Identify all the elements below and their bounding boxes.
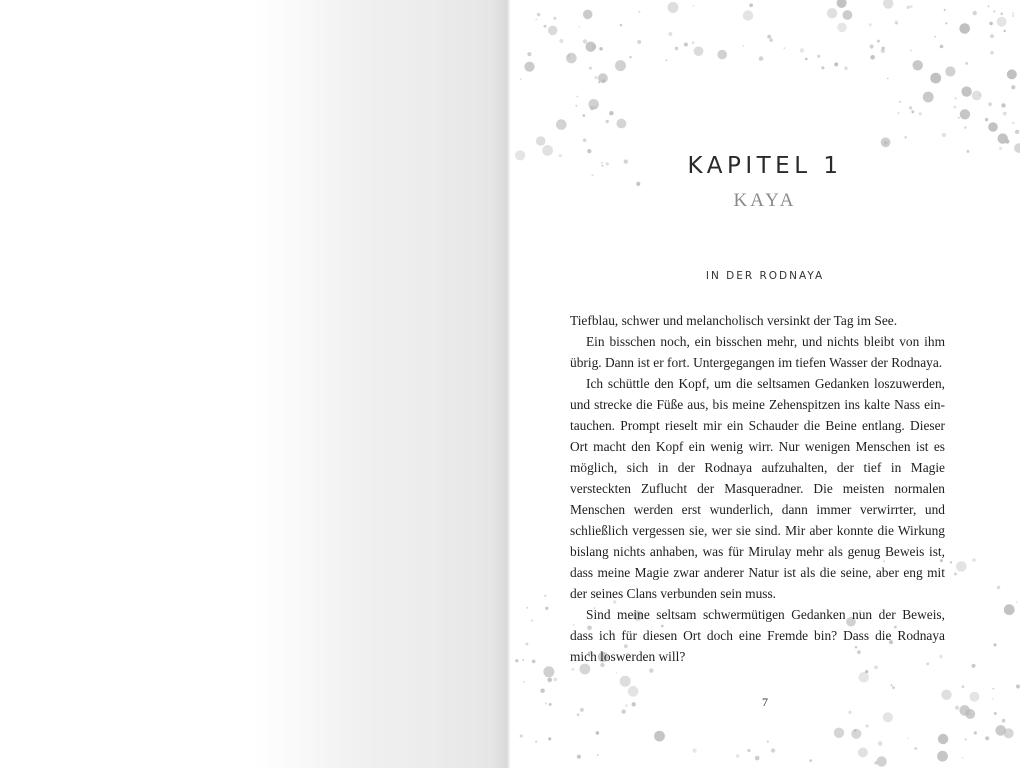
ink-dot	[959, 23, 970, 34]
ink-dot	[972, 91, 982, 101]
ink-dot	[636, 182, 640, 186]
ink-dot	[892, 686, 895, 689]
ink-dot	[887, 78, 889, 80]
ink-dot	[1012, 15, 1014, 17]
ink-dot	[575, 105, 577, 107]
ink-dot	[869, 23, 872, 26]
ink-dot	[961, 86, 971, 96]
right-page	[510, 0, 1020, 768]
ink-dot	[594, 76, 597, 79]
ink-dot	[1005, 139, 1009, 143]
ink-dot	[559, 39, 563, 43]
ink-dot	[620, 24, 623, 27]
ink-dot	[972, 558, 976, 562]
ink-dot	[897, 112, 899, 114]
ink-dot	[571, 668, 574, 671]
ink-dot	[1004, 728, 1014, 738]
ink-dot	[771, 748, 775, 752]
ink-dot	[945, 66, 955, 76]
ink-dot	[556, 119, 567, 130]
ink-dot	[965, 62, 968, 65]
ink-dot	[942, 133, 946, 137]
paragraph-1: Tiefblau, schwer und melancholisch versinkt der Tag im See.	[570, 313, 898, 328]
ink-dot	[865, 670, 868, 673]
chapter-title: KAPITEL 1	[687, 153, 843, 179]
ink-dot	[547, 678, 552, 683]
ink-dot	[973, 11, 977, 15]
ink-dot	[544, 25, 547, 28]
ink-dot	[583, 10, 593, 20]
ink-dot	[747, 749, 750, 752]
ink-dot	[938, 734, 948, 744]
ink-dot	[964, 126, 967, 129]
page-number: 7	[762, 695, 768, 709]
ink-dot	[919, 112, 922, 115]
ink-dot	[878, 741, 883, 746]
ink-dot	[629, 56, 631, 58]
ink-dot	[895, 23, 897, 25]
ink-dot	[1003, 112, 1007, 116]
ink-dot	[962, 685, 965, 688]
ink-dot	[992, 688, 994, 690]
ink-dot	[527, 52, 531, 56]
ink-dot	[988, 102, 992, 106]
ink-dot	[675, 47, 679, 51]
ink-dot	[553, 678, 557, 682]
ink-dot	[759, 56, 764, 61]
ink-dot	[583, 114, 586, 117]
left-page-blank	[0, 0, 508, 768]
ink-dot	[666, 60, 668, 62]
ink-dot	[971, 664, 975, 668]
ink-dot	[638, 11, 640, 13]
ink-dot	[940, 45, 944, 49]
ink-dot	[965, 709, 975, 719]
ink-dot	[531, 619, 534, 622]
ink-dot	[809, 759, 812, 762]
ink-dot	[583, 39, 587, 43]
ink-dot	[548, 737, 551, 740]
ink-dot	[566, 53, 577, 64]
ink-dot	[877, 40, 880, 43]
chapter-body-text	[570, 310, 945, 667]
ink-dot	[858, 748, 868, 758]
ink-dot	[876, 756, 886, 766]
ink-dot	[960, 109, 970, 119]
ink-dot	[515, 659, 518, 662]
ink-dot	[543, 666, 554, 677]
ink-dot	[1002, 719, 1006, 723]
ink-dot	[962, 757, 964, 759]
ink-dot	[843, 10, 853, 20]
ink-dot	[577, 713, 580, 716]
ink-dot	[548, 26, 558, 36]
ink-dot	[1004, 30, 1006, 32]
ink-dot	[907, 6, 910, 9]
ink-dot	[874, 761, 877, 764]
ink-dot	[606, 120, 609, 123]
ink-dot	[907, 737, 909, 739]
ink-dot	[694, 46, 704, 56]
ink-dot	[1007, 69, 1017, 79]
ink-dot	[602, 79, 605, 82]
ink-dot	[954, 106, 957, 109]
ink-dot	[1004, 604, 1015, 615]
ink-dot	[599, 47, 602, 50]
ink-dot	[620, 676, 631, 687]
ink-dot	[944, 9, 946, 11]
ink-dot	[954, 573, 957, 576]
ink-dot	[536, 136, 546, 146]
ink-dot	[1011, 85, 1015, 89]
ink-dot	[1012, 13, 1014, 15]
ink-dot	[950, 561, 952, 563]
ink-dot	[997, 586, 1000, 589]
ink-dot	[837, 23, 847, 33]
ink-dot	[994, 643, 997, 646]
ink-dot	[525, 643, 528, 646]
ink-dot	[854, 729, 857, 732]
ink-dot	[535, 18, 537, 20]
ink-dot	[544, 595, 546, 597]
ink-dot	[904, 136, 907, 139]
ink-dot	[583, 138, 587, 142]
ink-dot	[956, 561, 967, 572]
ink-dot	[520, 734, 523, 737]
ink-dot	[937, 751, 948, 762]
ink-dot	[743, 10, 753, 20]
ink-dot	[993, 10, 996, 13]
ink-dot	[990, 34, 994, 38]
ink-dot	[742, 45, 744, 47]
ink-dot	[985, 736, 989, 740]
paragraph-3: Ich schüttle den Kopf, um die seltsamen Gedanken loszuwerden, und strecke die Füße aus, bis meine Zehenspitzen ins kalte Nass eintauchen. Prompt rieselt mir ein Schauder die Beine entlang. Dieser Ort macht den Kopf ein wenig wirr. Nur wenigen Menschen ist es möglich, sich in der Rodnaya aufzuhalten, der tief in Magie versteckten Zuflucht der Masqueradner. Die meisten normalen Menschen werden erst wunderlich, dann immer verwirrter, und schließlich vergessen sie, wer sie sind. Mir aber konnte die Wirkung bislang nichts anhaben, was für Mirulay mehr als genug Beweis ist, dass meine Magie zwar anderer Natur ist als die seine, aber eng mit der seines Clans verbunden sein muss.	[570, 376, 945, 601]
ink-dot	[540, 689, 544, 693]
ink-dot	[578, 26, 580, 28]
ink-dot	[914, 747, 917, 750]
ink-dot	[821, 66, 824, 69]
ink-dot	[649, 668, 653, 672]
ink-dot	[891, 684, 893, 686]
ink-dot	[553, 17, 556, 20]
ink-dot	[577, 96, 579, 98]
ink-dot	[870, 44, 874, 48]
ink-dot	[990, 51, 993, 54]
ink-dot	[837, 0, 847, 8]
ink-dot	[910, 50, 912, 52]
ink-dot	[1014, 143, 1020, 153]
ink-dot	[999, 147, 1002, 150]
ink-dot	[988, 122, 998, 132]
ink-dot	[954, 97, 956, 99]
ink-dot	[934, 36, 936, 38]
ink-dot	[586, 42, 596, 52]
ink-dot	[767, 741, 769, 743]
ink-dot	[668, 32, 672, 36]
ink-dot	[577, 755, 581, 759]
ink-dot	[684, 43, 688, 47]
paragraph-2: Ein bisschen noch, ein bisschen mehr, und nichts bleibt von ihm übrig. Dann ist er fort. Untergegangen im tiefen Wasser der Rodnaya.	[570, 334, 945, 370]
ink-dot	[594, 105, 597, 108]
ink-dot	[844, 66, 848, 70]
ink-dot	[913, 60, 923, 70]
ink-dot	[910, 5, 913, 8]
ink-dot	[532, 660, 536, 664]
ink-dot	[609, 111, 613, 115]
ink-dot	[717, 50, 727, 60]
ink-dot	[537, 13, 541, 17]
ink-dot	[1000, 13, 1003, 16]
ink-dot	[817, 55, 820, 58]
ink-dot	[827, 8, 837, 18]
ink-dot	[617, 119, 627, 129]
ink-dot	[989, 22, 993, 26]
ink-dot	[1016, 685, 1020, 689]
ink-dot	[911, 110, 914, 113]
ink-dot	[567, 55, 570, 58]
section-heading: IN DER RODNAYA	[705, 270, 825, 282]
ink-dot	[834, 62, 838, 66]
ink-dot	[522, 659, 524, 661]
ink-dot	[621, 709, 625, 713]
ink-dot	[800, 48, 804, 52]
ink-dot	[923, 92, 934, 103]
ink-dot	[899, 101, 901, 103]
ink-dot	[884, 141, 888, 145]
ink-dot	[988, 5, 990, 7]
ink-dot	[736, 754, 740, 758]
ink-dot	[883, 0, 893, 9]
ink-dot	[965, 738, 967, 740]
ink-dot	[523, 681, 525, 683]
ink-dot	[958, 117, 960, 119]
ink-dot	[866, 724, 869, 727]
ink-dot	[909, 106, 912, 109]
ink-dot	[974, 731, 977, 734]
ink-dot	[749, 3, 753, 7]
ink-dot	[526, 607, 528, 609]
ink-dot	[858, 672, 869, 683]
ink-dot	[654, 731, 665, 742]
ink-dot	[755, 756, 760, 761]
ink-dot	[985, 118, 988, 121]
paragraph-4: Sind meine seltsam schwermütigen Gedanken nun der Beweis, dass ich für diesen Ort doch eine Fremde bin? Dass die Rodnaya mich loswerden will?	[570, 607, 945, 664]
ink-dot	[692, 41, 695, 44]
ink-dot	[848, 711, 851, 714]
ink-dot	[1015, 130, 1019, 134]
ink-dot	[545, 607, 548, 610]
ink-dot	[997, 17, 1007, 27]
ink-dot	[524, 62, 534, 72]
ink-dot	[994, 712, 997, 715]
ink-dot	[769, 38, 772, 41]
ink-dot	[930, 73, 941, 84]
ink-dot	[637, 40, 641, 44]
ink-dot	[870, 55, 875, 60]
ink-dot	[597, 754, 599, 756]
ink-dot	[883, 712, 893, 722]
ink-dot	[882, 47, 885, 50]
ink-dot	[520, 78, 522, 80]
ink-dot	[693, 5, 695, 7]
ink-dot	[1001, 103, 1005, 107]
ink-dot	[767, 35, 771, 39]
ink-dot	[615, 60, 626, 71]
ink-dot	[535, 741, 537, 743]
ink-dot	[1016, 601, 1018, 603]
ink-dot	[805, 58, 808, 61]
ink-dot	[616, 672, 618, 674]
ink-dot	[783, 47, 785, 49]
ink-dot	[693, 749, 697, 753]
chapter-subtitle: KAYA	[733, 190, 797, 211]
ink-dot	[834, 728, 844, 738]
ink-dot	[596, 731, 600, 735]
ink-dot	[1012, 122, 1014, 124]
ink-dot	[945, 22, 947, 24]
ink-dot	[590, 106, 594, 110]
ink-dot	[668, 2, 679, 13]
ink-dot	[589, 67, 592, 70]
